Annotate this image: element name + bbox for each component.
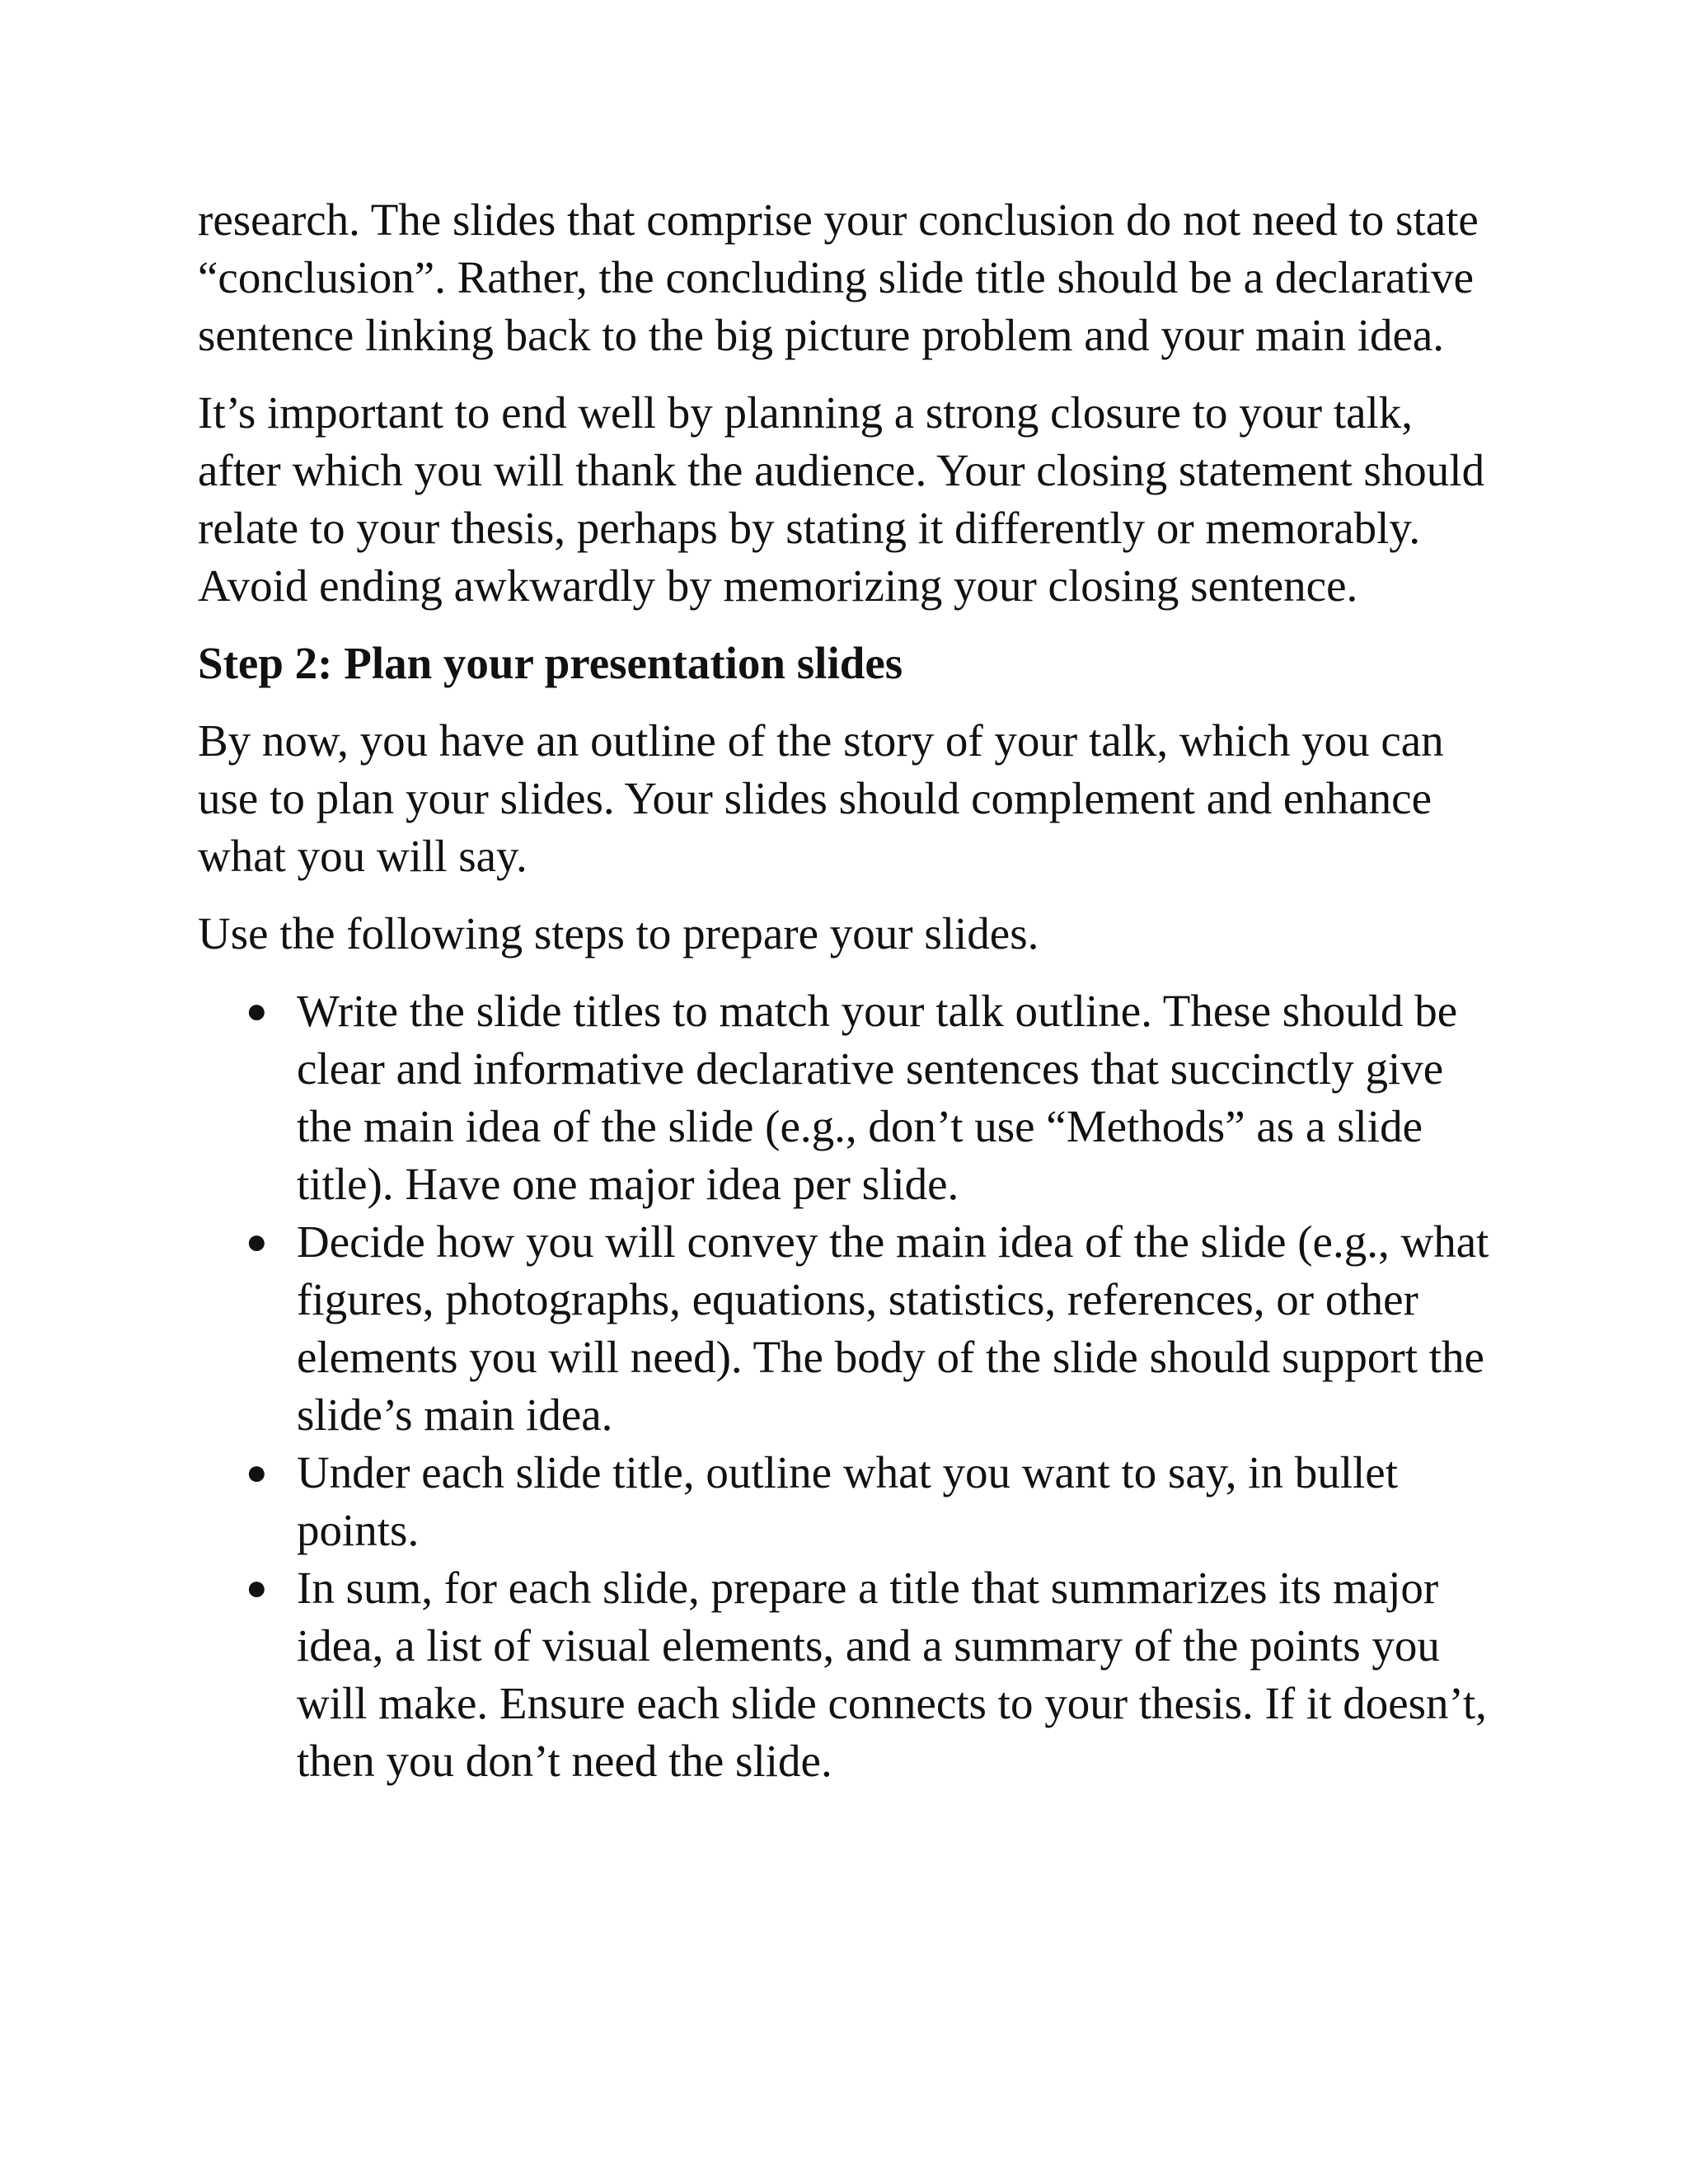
steps-bullet-list bbox=[198, 982, 1500, 1790]
bullet-icon: ● bbox=[246, 1568, 268, 1608]
bullet-icon: ● bbox=[246, 1221, 268, 1262]
section-heading-step-2: Step 2: Plan your presentation slides bbox=[198, 638, 903, 688]
list-item bbox=[246, 982, 1500, 1213]
paragraph-closing-statement: It’s important to end well by planning a strong closure to your talk, after which you will thank the audience. Your closing statement should relate to your thesis, perhaps by stating it differently or memorably. Avoid ending awkwardly by memorizing your closing sentence. bbox=[198, 387, 1485, 611]
list-item-text: In sum, for each slide, prepare a title that summarizes its major idea, a list of visual elements, and a summary of the points you will make. Ensure each slide connects to your thesis. If it doesn’t, then you don’t need the slide. bbox=[297, 1563, 1487, 1786]
list-item-text: Under each slide title, outline what you want to say, in bullet points. bbox=[297, 1447, 1398, 1555]
bullet-icon: ● bbox=[246, 991, 268, 1031]
list-item bbox=[246, 1444, 1500, 1559]
list-item-text: Write the slide titles to match your talk outline. These should be clear and informative declarative sentences that succinctly give the main idea of the slide (e.g., don’t use “Methods” as a slide title). Have one major idea per slide. bbox=[297, 986, 1458, 1209]
paragraph-outline: By now, you have an outline of the story of your talk, which you can use to plan your slides. Your slides should complement and enhance what you will say. bbox=[198, 715, 1444, 881]
list-item-text: Decide how you will convey the main idea of the slide (e.g., what figures, photographs, equations, statistics, references, or other elements you will need). The body of the slide should support the slide’s main idea. bbox=[297, 1216, 1489, 1440]
list-item bbox=[246, 1213, 1500, 1444]
paragraph-conclusion: research. The slides that comprise your conclusion do not need to state “conclusion”. Rather, the concluding slide title should be a declarative sentence linking back to the big picture problem and your main idea. bbox=[198, 194, 1479, 360]
paragraph-steps-intro: Use the following steps to prepare your slides. bbox=[198, 908, 1039, 958]
bullet-icon: ● bbox=[246, 1452, 268, 1493]
document-body bbox=[198, 191, 1500, 1790]
list-item bbox=[246, 1559, 1500, 1790]
